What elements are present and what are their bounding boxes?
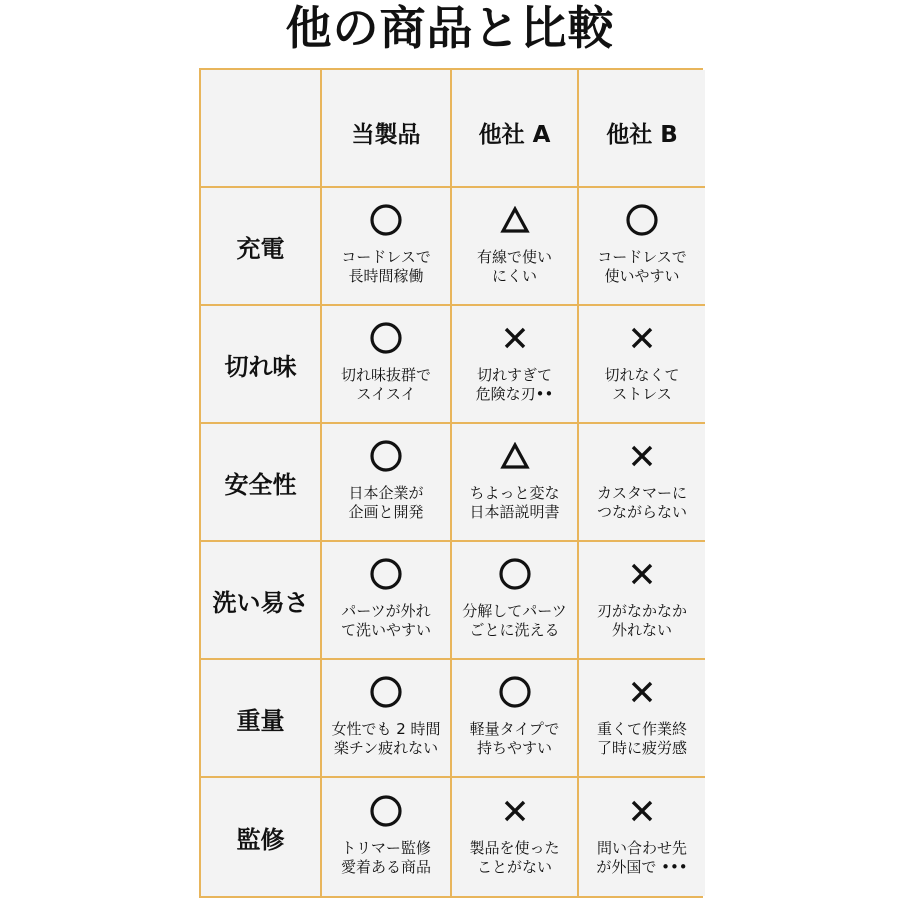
circle-mark-icon bbox=[369, 318, 403, 358]
circle-mark-icon bbox=[369, 554, 403, 594]
cell-note: 軽量タイプで 持ちやすい bbox=[469, 720, 560, 757]
row-label bbox=[201, 424, 322, 542]
comparison-cell bbox=[579, 660, 705, 778]
cell-note: トリマー監修 愛着ある商品 bbox=[340, 839, 431, 876]
cross-mark-icon bbox=[629, 318, 655, 358]
comparison-cell bbox=[452, 542, 579, 660]
comparison-cell bbox=[579, 778, 705, 896]
row-label-text: 重量 bbox=[236, 706, 285, 735]
comparison-cell bbox=[452, 660, 579, 778]
cell-note: コードレスで 長時間稼働 bbox=[341, 248, 431, 285]
cell-note: 分解してパーツ ごとに洗える bbox=[462, 602, 567, 639]
row-label bbox=[201, 660, 322, 778]
cell-note: 切れなくて ストレス bbox=[604, 366, 680, 403]
row-label bbox=[201, 306, 322, 424]
comparison-cell bbox=[452, 424, 579, 542]
row-label-text: 安全性 bbox=[224, 470, 297, 499]
cell-note: ちよっと変な 日本語説明書 bbox=[469, 484, 560, 521]
cell-note: 重くて作業終 了時に疲労感 bbox=[596, 720, 687, 757]
cell-note: 問い合わせ先 が外国で ••• bbox=[596, 839, 688, 876]
cell-note: 女性でも 2 時間 楽チン疲れない bbox=[331, 720, 441, 757]
row-label bbox=[201, 188, 322, 306]
cell-note: 切れ味抜群で スイスイ bbox=[340, 366, 431, 403]
comparison-cell bbox=[322, 660, 452, 778]
comparison-cell bbox=[322, 306, 452, 424]
circle-mark-icon bbox=[498, 672, 532, 712]
row-label bbox=[201, 542, 322, 660]
comparison-table bbox=[199, 68, 703, 898]
column-header bbox=[322, 70, 452, 188]
row-label-text: 洗い易さ bbox=[212, 588, 309, 617]
cell-note: パーツが外れ て洗いやすい bbox=[340, 602, 431, 639]
cross-mark-icon bbox=[629, 791, 655, 831]
row-label-text: 切れ味 bbox=[224, 352, 297, 381]
comparison-cell bbox=[579, 306, 705, 424]
comparison-cell bbox=[452, 778, 579, 896]
comparison-cell bbox=[322, 778, 452, 896]
circle-mark-icon bbox=[625, 200, 659, 240]
circle-mark-icon bbox=[369, 200, 403, 240]
cell-note: 日本企業が 企画と開発 bbox=[348, 484, 424, 521]
circle-mark-icon bbox=[369, 436, 403, 476]
comparison-cell bbox=[322, 424, 452, 542]
cell-note: 製品を使った ことがない bbox=[469, 839, 560, 876]
column-header bbox=[452, 70, 579, 188]
column-header bbox=[579, 70, 705, 188]
row-label-text: 充電 bbox=[236, 234, 285, 263]
cell-note: コードレスで 使いやすい bbox=[597, 248, 687, 285]
comparison-cell bbox=[452, 306, 579, 424]
header-corner-cell bbox=[201, 70, 322, 188]
row-label bbox=[201, 778, 322, 896]
cross-mark-icon bbox=[502, 318, 528, 358]
cell-note: 切れすぎて 危険な刃•• bbox=[475, 366, 554, 403]
circle-mark-icon bbox=[369, 791, 403, 831]
column-header-label: 他社 B bbox=[606, 121, 678, 148]
cross-mark-icon bbox=[629, 436, 655, 476]
cross-mark-icon bbox=[629, 554, 655, 594]
triangle-mark-icon bbox=[500, 200, 530, 240]
circle-mark-icon bbox=[369, 672, 403, 712]
comparison-cell bbox=[579, 424, 705, 542]
comparison-cell bbox=[579, 542, 705, 660]
comparison-cell bbox=[452, 188, 579, 306]
circle-mark-icon bbox=[498, 554, 532, 594]
triangle-mark-icon bbox=[500, 436, 530, 476]
comparison-cell bbox=[322, 542, 452, 660]
cross-mark-icon bbox=[629, 672, 655, 712]
column-header-label: 他社 A bbox=[478, 121, 551, 148]
cell-note: 刃がなかなか 外れない bbox=[596, 602, 687, 639]
cell-note: カスタマーに つながらない bbox=[596, 484, 687, 521]
row-label-text: 監修 bbox=[236, 825, 285, 854]
comparison-cell bbox=[579, 188, 705, 306]
cell-note: 有線で使い にくい bbox=[476, 248, 552, 285]
comparison-cell bbox=[322, 188, 452, 306]
page-title: 他の商品と比較 bbox=[285, 1, 615, 55]
column-header-label: 当製品 bbox=[351, 121, 421, 148]
cross-mark-icon bbox=[502, 791, 528, 831]
